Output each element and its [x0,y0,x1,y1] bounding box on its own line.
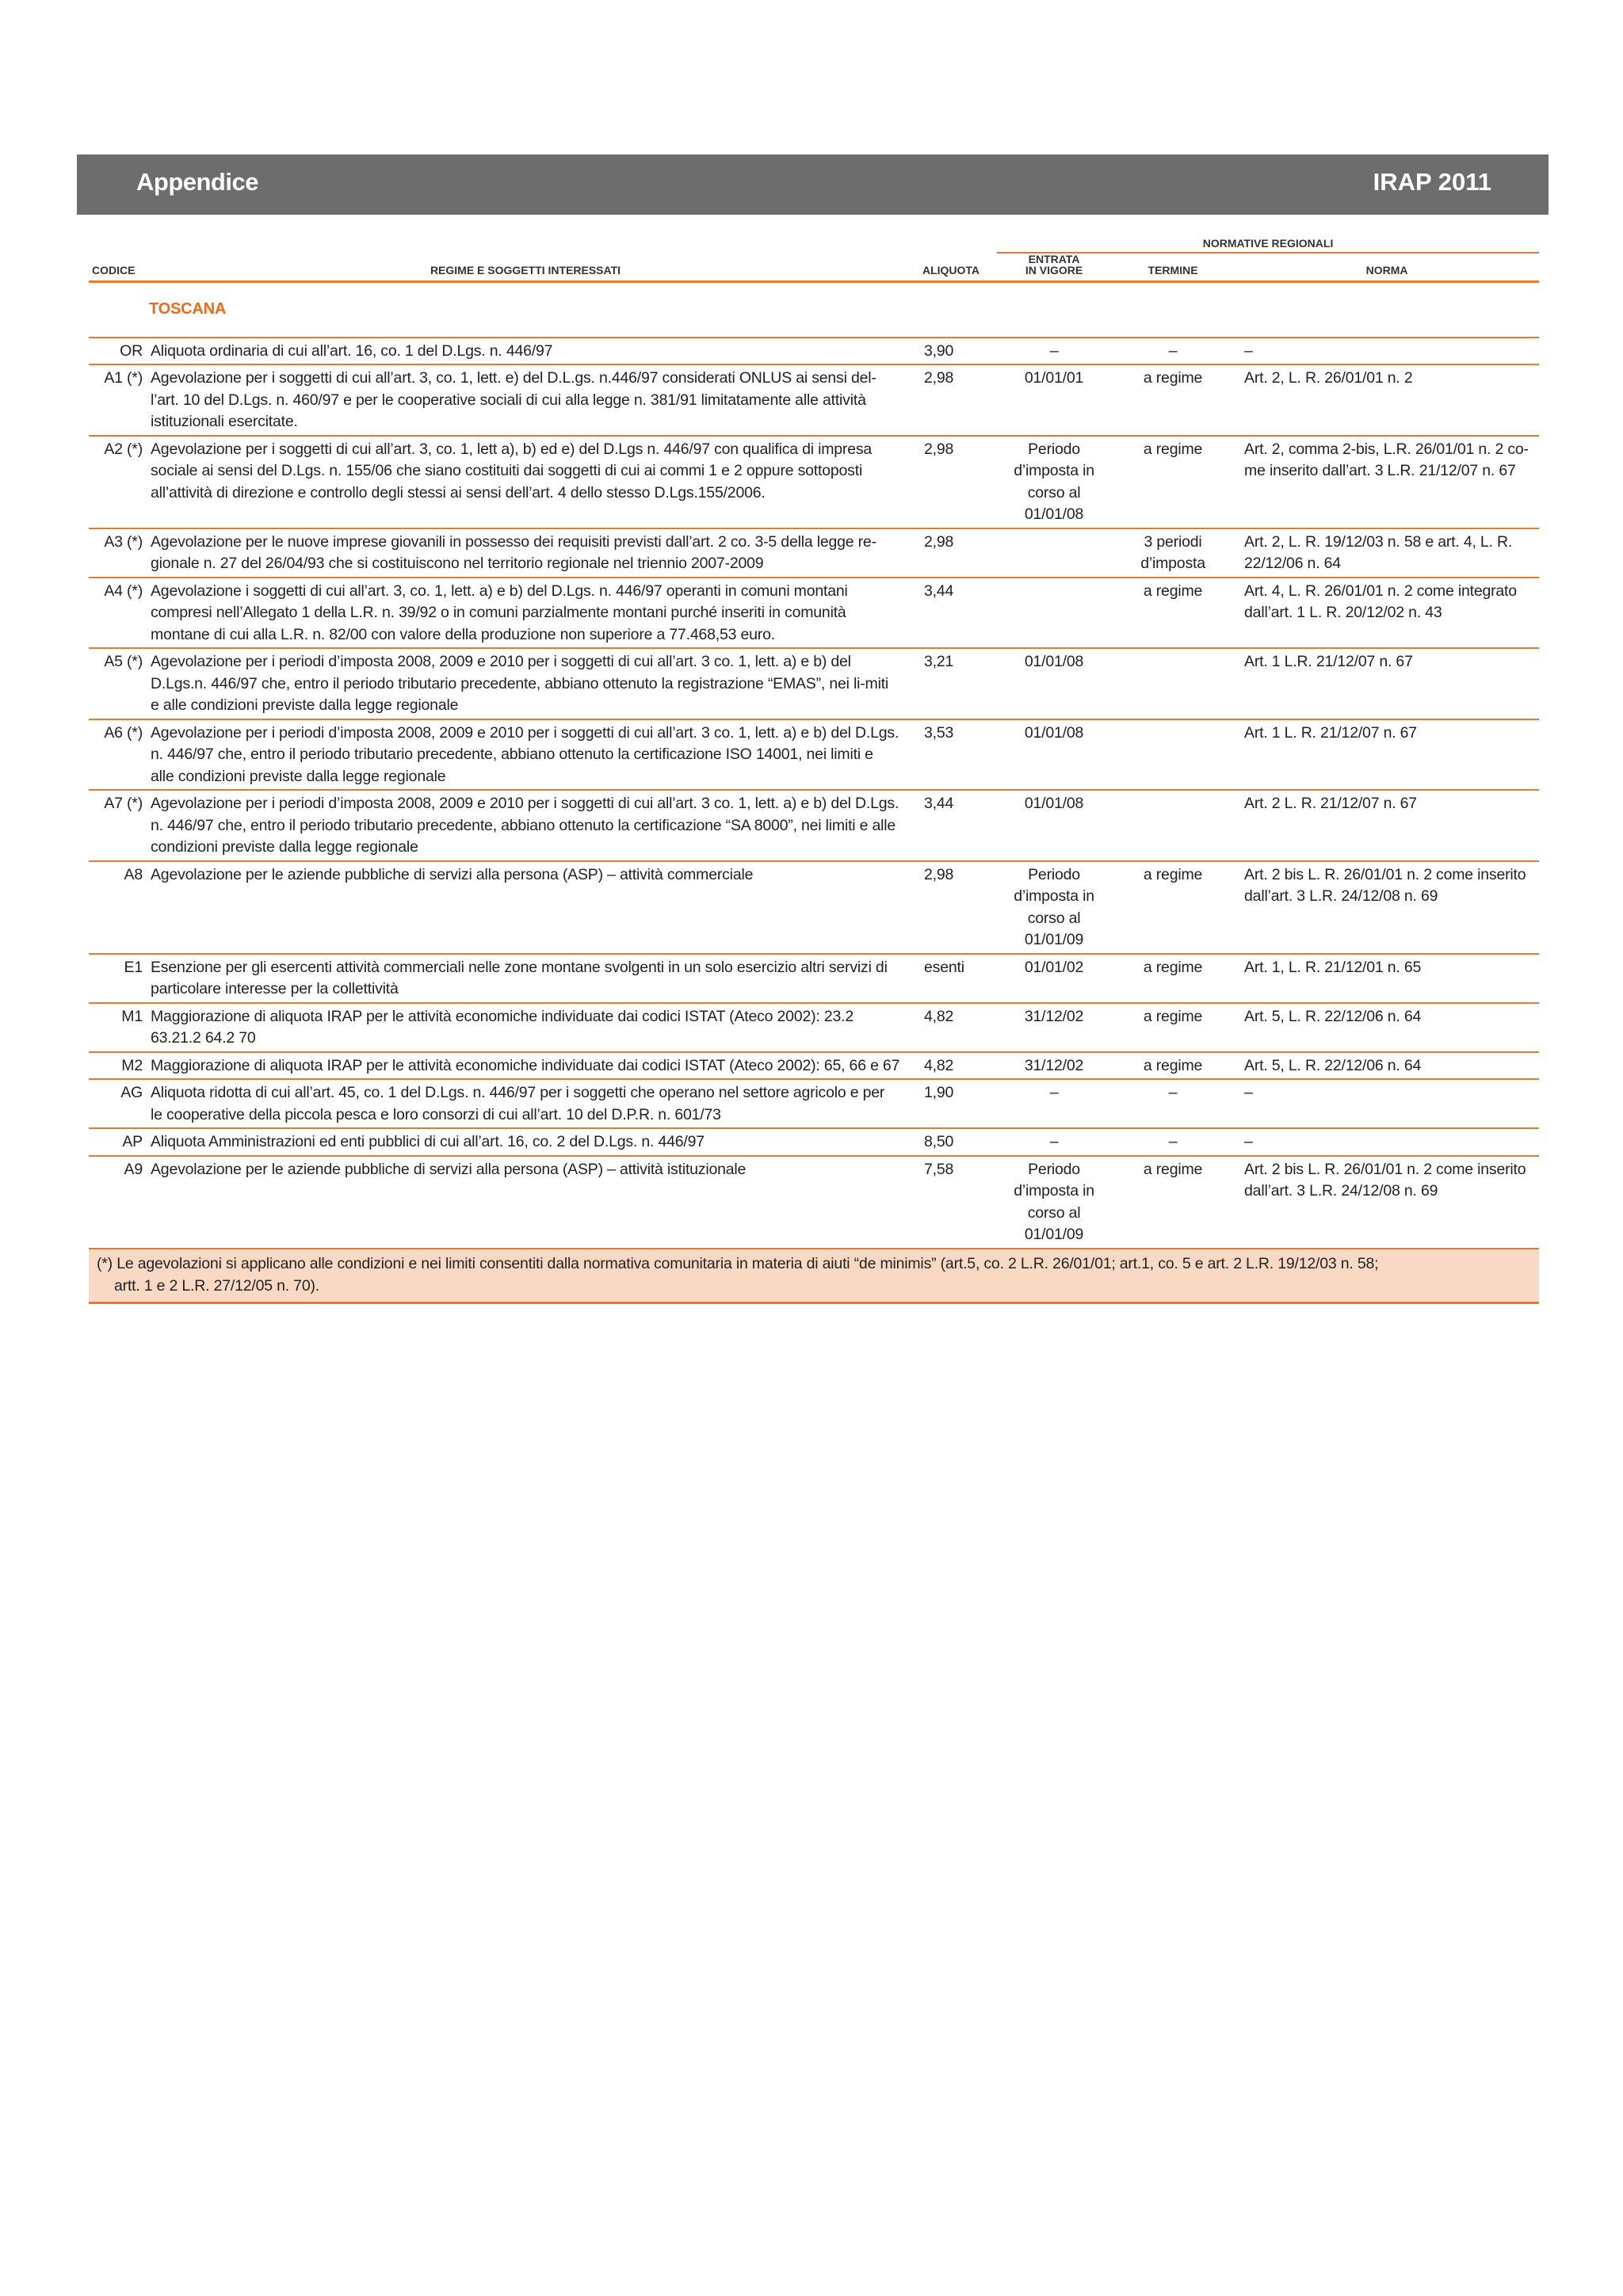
footnote-line-1: (*) Le agevolazioni si applicano alle condizioni e nei limiti consentiti dalla normativa comunitaria in materia di aiuti “de minimis” (art.5, co. 2 L.R. 26/01/01; art.1, co. 5 e art. 2 L.R. 19/12/03 n. 58; [97,1254,1379,1272]
row-termine: a regime [1111,436,1235,528]
row-termine [1111,719,1235,791]
row-code: A2 (*) [89,436,146,528]
row-code: E1 [89,954,146,1003]
row-termine [1111,790,1235,861]
row-aliquota: 4,82 [905,1003,997,1052]
table-row [89,648,1539,719]
row-entrata-in-vigore: Periodo d’imposta in corso al 01/01/08 [997,436,1111,528]
table-row [89,1156,1539,1249]
row-norma: Art. 2 bis L. R. 26/01/01 n. 2 come inserito dall’art. 3 L.R. 24/12/08 n. 69 [1235,861,1539,954]
row-norma: – [1235,338,1539,365]
group-header-normative: NORMATIVE REGIONALI [997,238,1539,253]
row-description: Agevolazione per i periodi d’imposta 2008, 2009 e 2010 per i soggetti di cui all’art. 3 co. 1, lett. a) e b) del D.Lgs. n. 446/97 che, entro il periodo tributario precedente, abbiano ottenuto la certificazione “SA 8000”, nei limiti e alle condizioni previste dalla legge regionale [146,790,905,861]
row-aliquota: 2,98 [905,861,997,954]
irap-rates-table [89,238,1539,1249]
row-norma: Art. 2 L. R. 21/12/07 n. 67 [1235,790,1539,861]
table-row [89,578,1539,649]
table-row [89,954,1539,1003]
table-row [89,364,1539,436]
row-termine: a regime [1111,578,1235,649]
row-entrata-in-vigore: 01/01/08 [997,719,1111,791]
row-termine: a regime [1111,364,1235,436]
column-header-codice: CODICE [89,253,146,282]
row-norma: Art. 2, comma 2-bis, L.R. 26/01/01 n. 2 co-me inserito dall’art. 3 L.R. 21/12/07 n. 67 [1235,436,1539,528]
row-code: OR [89,338,146,365]
column-header-regime: REGIME E SOGGETTI INTERESSATI [146,253,905,282]
column-header-termine: TERMINE [1111,253,1235,282]
column-header-entrata-line1: ENTRATA [1028,253,1080,265]
row-norma: Art. 2, L. R. 19/12/03 n. 58 e art. 4, L. R. 22/12/06 n. 64 [1235,528,1539,578]
row-code: M1 [89,1003,146,1052]
row-description: Agevolazione per i periodi d’imposta 2008, 2009 e 2010 per i soggetti di cui all’art. 3 co. 1, lett. a) e b) del D.Lgs.n. 446/97 che, entro il periodo tributario precedente, abbiano ottenuto la registrazione “EMAS”, nei li-miti e alle condizioni previste dalla legge regionale [146,648,905,719]
row-entrata-in-vigore: 31/12/02 [997,1003,1111,1052]
column-header-entrata-line2: IN VIGORE [1025,264,1083,277]
row-termine: a regime [1111,1052,1235,1080]
row-code: M2 [89,1052,146,1080]
row-code: A3 (*) [89,528,146,578]
row-termine: – [1111,338,1235,365]
column-header-norma: NORMA [1235,253,1539,282]
region-row [89,282,1539,338]
row-description: Agevolazione per le aziende pubbliche di servizi alla persona (ASP) – attività istituzionale [146,1156,905,1249]
row-termine [1111,648,1235,719]
row-entrata-in-vigore: – [997,1079,1111,1128]
document-title: IRAP 2011 [1373,168,1491,196]
row-norma: Art. 2 bis L. R. 26/01/01 n. 2 come inserito dall’art. 3 L.R. 24/12/08 n. 69 [1235,1156,1539,1249]
row-description: Esenzione per gli esercenti attività commerciali nelle zone montane svolgenti in un solo esercizio altri servizi di particolare interesse per la collettività [146,954,905,1003]
row-termine: a regime [1111,861,1235,954]
row-entrata-in-vigore: 01/01/02 [997,954,1111,1003]
row-description: Maggiorazione di aliquota IRAP per le attività economiche individuate dai codici ISTAT (Ateco 2002): 65, 66 e 67 [146,1052,905,1080]
row-entrata-in-vigore: Periodo d’imposta in corso al 01/01/09 [997,1156,1111,1249]
table-row [89,338,1539,365]
row-aliquota: 1,90 [905,1079,997,1128]
row-entrata-in-vigore: 01/01/01 [997,364,1111,436]
row-norma: Art. 5, L. R. 22/12/06 n. 64 [1235,1052,1539,1080]
table-row [89,528,1539,578]
region-label: TOSCANA [146,282,1539,338]
row-entrata-in-vigore: – [997,338,1111,365]
table-row [89,861,1539,954]
row-termine: 3 periodi d’imposta [1111,528,1235,578]
row-aliquota: 4,82 [905,1052,997,1080]
row-entrata-in-vigore: 01/01/08 [997,790,1111,861]
row-entrata-in-vigore: 01/01/08 [997,648,1111,719]
row-description: Agevolazione per le aziende pubbliche di servizi alla persona (ASP) – attività commerciale [146,861,905,954]
row-code: A5 (*) [89,648,146,719]
row-aliquota: 3,90 [905,338,997,365]
row-description: Agevolazione per i periodi d’imposta 2008, 2009 e 2010 per i soggetti di cui all’art. 3 co. 1, lett. a) e b) del D.Lgs. n. 446/97 che, entro il periodo tributario precedente, abbiano ottenuto la certificazione ISO 14001, nei limiti e alle condizioni previste dalla legge regionale [146,719,905,791]
row-entrata-in-vigore [997,578,1111,649]
row-code: A8 [89,861,146,954]
row-entrata-in-vigore: Periodo d’imposta in corso al 01/01/09 [997,861,1111,954]
header-spacer [89,238,997,253]
row-aliquota: 3,44 [905,578,997,649]
row-entrata-in-vigore [997,528,1111,578]
row-code: A4 (*) [89,578,146,649]
section-title: Appendice [136,168,258,196]
row-description: Agevolazione per le nuove imprese giovanili in possesso dei requisiti previsti dall’art. 2 co. 3-5 della legge re-gionale n. 27 del 26/04/93 che si costituiscono nel territorio regionale nel triennio 2007-2009 [146,528,905,578]
row-termine: – [1111,1128,1235,1156]
row-aliquota: 2,98 [905,364,997,436]
row-code: A1 (*) [89,364,146,436]
table-row [89,436,1539,528]
row-code: AP [89,1128,146,1156]
footnote-line-2: artt. 1 e 2 L.R. 27/12/05 n. 70). [114,1276,319,1295]
column-header-entrata [997,253,1111,282]
row-norma: Art. 5, L. R. 22/12/06 n. 64 [1235,1003,1539,1052]
table-row [89,1079,1539,1128]
row-termine: a regime [1111,954,1235,1003]
table-row [89,1052,1539,1080]
row-aliquota: 8,50 [905,1128,997,1156]
table-row [89,719,1539,791]
table-row [89,790,1539,861]
row-description: Aliquota Amministrazioni ed enti pubblici di cui all’art. 16, co. 2 del D.Lgs. n. 446/97 [146,1128,905,1156]
row-code: A6 (*) [89,719,146,791]
column-header-aliquota: ALIQUOTA [905,253,997,282]
row-description: Aliquota ridotta di cui all’art. 45, co. 1 del D.Lgs. n. 446/97 per i soggetti che operano nel settore agricolo e per le cooperative della piccola pesca e loro consorzi di cui all’art. 10 del D.P.R. n. 601/73 [146,1079,905,1128]
row-aliquota: 3,53 [905,719,997,791]
row-description: Aliquota ordinaria di cui all’art. 16, co. 1 del D.Lgs. n. 446/97 [146,338,905,365]
table-row [89,1003,1539,1052]
row-description: Agevolazione per i soggetti di cui all’art. 3, co. 1, lett. e) del D.L.gs. n.446/97 considerati ONLUS ai sensi del-l’art. 10 del D.Lgs. n. 460/97 e per le cooperative sociali di cui alla legge n. 381/91 limitatamente alle attività istituzionali esercitate. [146,364,905,436]
row-norma: Art. 1 L.R. 21/12/07 n. 67 [1235,648,1539,719]
row-entrata-in-vigore: – [997,1128,1111,1156]
row-aliquota: 2,98 [905,528,997,578]
row-description: Agevolazione per i soggetti di cui all’art. 3, co. 1, lett a), b) ed e) del D.Lgs n. 446/97 con qualifica di impresa sociale ai sensi del D.Lgs. n. 155/06 che siano costituiti dai soggetti di cui ai commi 1 e 2 oppure sottoposti all’attività di direzione e controllo degli stessi ai sensi dell’art. 4 dello stesso D.Lgs.155/2006. [146,436,905,528]
row-termine: a regime [1111,1156,1235,1249]
row-norma: Art. 2, L. R. 26/01/01 n. 2 [1235,364,1539,436]
row-aliquota: 2,98 [905,436,997,528]
row-aliquota: 7,58 [905,1156,997,1249]
row-description: Maggiorazione di aliquota IRAP per le attività economiche individuate dai codici ISTAT (Ateco 2002): 23.2 63.21.2 64.2 70 [146,1003,905,1052]
row-norma: – [1235,1079,1539,1128]
row-aliquota: 3,44 [905,790,997,861]
row-norma: Art. 1 L. R. 21/12/07 n. 67 [1235,719,1539,791]
row-termine: a regime [1111,1003,1235,1052]
row-entrata-in-vigore: 31/12/02 [997,1052,1111,1080]
row-termine: – [1111,1079,1235,1128]
row-code: A7 (*) [89,790,146,861]
row-aliquota: 3,21 [905,648,997,719]
row-description: Agevolazione i soggetti di cui all’art. 3, co. 1, lett. a) e b) del D.Lgs. n. 446/97 operanti in comuni montani compresi nell’Allegato 1 della L.R. n. 39/92 o in comuni parzialmente montani purché inseriti in comunità montane di cui alla L.R. n. 82/00 con valore della produzione non superiore a 77.468,53 euro. [146,578,905,649]
row-code: AG [89,1079,146,1128]
row-norma: – [1235,1128,1539,1156]
footnote [89,1249,1539,1304]
region-spacer [89,282,146,338]
table-row [89,1128,1539,1156]
row-norma: Art. 4, L. R. 26/01/01 n. 2 come integrato dall’art. 1 L. R. 20/12/02 n. 43 [1235,578,1539,649]
row-aliquota: esenti [905,954,997,1003]
row-code: A9 [89,1156,146,1249]
row-norma: Art. 1, L. R. 21/12/01 n. 65 [1235,954,1539,1003]
page-header-bar [77,154,1549,215]
irap-rates-table-container [89,238,1539,1304]
